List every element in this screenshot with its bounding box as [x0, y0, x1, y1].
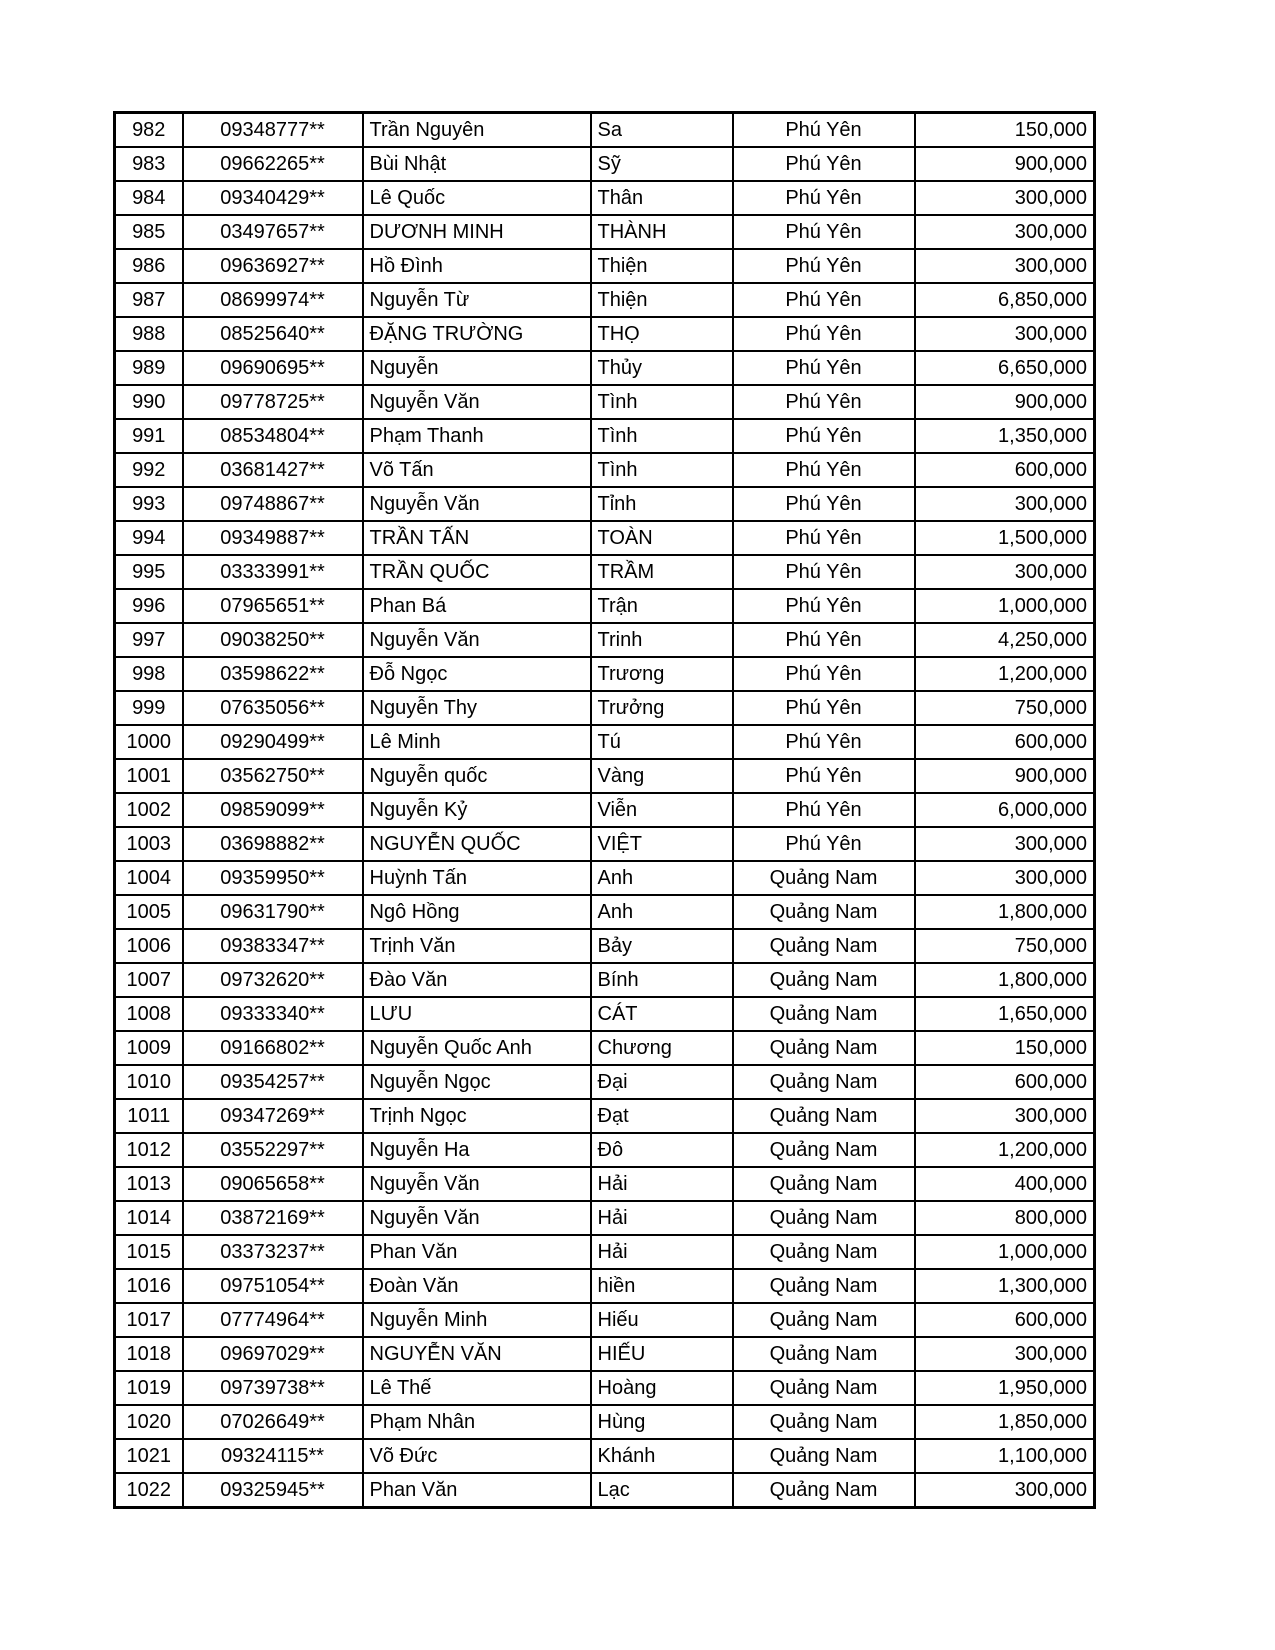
- given-name-cell: VIỆT: [591, 827, 733, 861]
- table-row: [115, 929, 1095, 963]
- table-row: [115, 1371, 1095, 1405]
- phone-number-cell: 09690695**: [183, 351, 363, 385]
- family-name-cell: Lê Minh: [363, 725, 591, 759]
- row-number-cell: 1005: [115, 895, 183, 929]
- row-number-cell: 994: [115, 521, 183, 555]
- province-cell: Phú Yên: [733, 113, 915, 148]
- phone-number-cell: 09325945**: [183, 1473, 363, 1508]
- row-number-cell: 1017: [115, 1303, 183, 1337]
- amount-cell: 6,000,000: [915, 793, 1095, 827]
- given-name-cell: Tình: [591, 453, 733, 487]
- phone-number-cell: 09354257**: [183, 1065, 363, 1099]
- province-cell: Phú Yên: [733, 521, 915, 555]
- given-name-cell: Tình: [591, 419, 733, 453]
- given-name-cell: Tỉnh: [591, 487, 733, 521]
- row-number-cell: 1001: [115, 759, 183, 793]
- given-name-cell: Trưởng: [591, 691, 733, 725]
- family-name-cell: Lê Thế: [363, 1371, 591, 1405]
- table-row: [115, 827, 1095, 861]
- row-number-cell: 1008: [115, 997, 183, 1031]
- phone-number-cell: 03872169**: [183, 1201, 363, 1235]
- row-number-cell: 995: [115, 555, 183, 589]
- province-cell: Phú Yên: [733, 793, 915, 827]
- row-number-cell: 983: [115, 147, 183, 181]
- row-number-cell: 1022: [115, 1473, 183, 1508]
- province-cell: Quảng Nam: [733, 861, 915, 895]
- family-name-cell: Hồ Đình: [363, 249, 591, 283]
- phone-number-cell: 09859099**: [183, 793, 363, 827]
- province-cell: Phú Yên: [733, 351, 915, 385]
- province-cell: Quảng Nam: [733, 1303, 915, 1337]
- row-number-cell: 1006: [115, 929, 183, 963]
- family-name-cell: Nguyễn Quốc Anh: [363, 1031, 591, 1065]
- table-row: [115, 895, 1095, 929]
- family-name-cell: Lê Quốc: [363, 181, 591, 215]
- row-number-cell: 984: [115, 181, 183, 215]
- phone-number-cell: 03333991**: [183, 555, 363, 589]
- amount-cell: 6,850,000: [915, 283, 1095, 317]
- amount-cell: 1,850,000: [915, 1405, 1095, 1439]
- given-name-cell: Hải: [591, 1201, 733, 1235]
- family-name-cell: NGUYỄN QUỐC: [363, 827, 591, 861]
- table-row: [115, 1167, 1095, 1201]
- province-cell: Phú Yên: [733, 589, 915, 623]
- phone-number-cell: 09347269**: [183, 1099, 363, 1133]
- row-number-cell: 1000: [115, 725, 183, 759]
- family-name-cell: Phan Văn: [363, 1235, 591, 1269]
- province-cell: Phú Yên: [733, 283, 915, 317]
- amount-cell: 1,800,000: [915, 895, 1095, 929]
- province-cell: Phú Yên: [733, 623, 915, 657]
- given-name-cell: Khánh: [591, 1439, 733, 1473]
- table-row: [115, 249, 1095, 283]
- family-name-cell: Nguyễn Minh: [363, 1303, 591, 1337]
- phone-number-cell: 08525640**: [183, 317, 363, 351]
- phone-number-cell: 09359950**: [183, 861, 363, 895]
- donation-table: [113, 111, 1096, 1509]
- province-cell: Quảng Nam: [733, 1473, 915, 1508]
- province-cell: Quảng Nam: [733, 1167, 915, 1201]
- family-name-cell: Nguyễn Từ: [363, 283, 591, 317]
- table-row: [115, 453, 1095, 487]
- amount-cell: 1,000,000: [915, 1235, 1095, 1269]
- table-row: [115, 419, 1095, 453]
- family-name-cell: Nguyễn Văn: [363, 1201, 591, 1235]
- row-number-cell: 1018: [115, 1337, 183, 1371]
- row-number-cell: 992: [115, 453, 183, 487]
- amount-cell: 900,000: [915, 759, 1095, 793]
- family-name-cell: Phạm Thanh: [363, 419, 591, 453]
- row-number-cell: 1013: [115, 1167, 183, 1201]
- given-name-cell: Hải: [591, 1167, 733, 1201]
- table-row: [115, 1235, 1095, 1269]
- province-cell: Quảng Nam: [733, 1133, 915, 1167]
- phone-number-cell: 08534804**: [183, 419, 363, 453]
- province-cell: Quảng Nam: [733, 929, 915, 963]
- table-row: [115, 1133, 1095, 1167]
- row-number-cell: 990: [115, 385, 183, 419]
- table-row: [115, 215, 1095, 249]
- family-name-cell: Huỳnh Tấn: [363, 861, 591, 895]
- family-name-cell: Nguyễn Ha: [363, 1133, 591, 1167]
- given-name-cell: Viễn: [591, 793, 733, 827]
- row-number-cell: 986: [115, 249, 183, 283]
- table-row: [115, 861, 1095, 895]
- table-row: [115, 691, 1095, 725]
- province-cell: Phú Yên: [733, 419, 915, 453]
- province-cell: Quảng Nam: [733, 895, 915, 929]
- family-name-cell: Trịnh Ngọc: [363, 1099, 591, 1133]
- given-name-cell: Sỹ: [591, 147, 733, 181]
- phone-number-cell: 09697029**: [183, 1337, 363, 1371]
- family-name-cell: TRẦN TẤN: [363, 521, 591, 555]
- phone-number-cell: 07635056**: [183, 691, 363, 725]
- table-row: [115, 793, 1095, 827]
- family-name-cell: Nguyễn Ngọc: [363, 1065, 591, 1099]
- family-name-cell: Phạm Nhân: [363, 1405, 591, 1439]
- family-name-cell: Đoàn Văn: [363, 1269, 591, 1303]
- row-number-cell: 1021: [115, 1439, 183, 1473]
- amount-cell: 300,000: [915, 249, 1095, 283]
- amount-cell: 6,650,000: [915, 351, 1095, 385]
- amount-cell: 600,000: [915, 725, 1095, 759]
- table-row: [115, 1031, 1095, 1065]
- family-name-cell: Võ Tấn: [363, 453, 591, 487]
- amount-cell: 1,350,000: [915, 419, 1095, 453]
- amount-cell: 1,000,000: [915, 589, 1095, 623]
- phone-number-cell: 09340429**: [183, 181, 363, 215]
- amount-cell: 300,000: [915, 861, 1095, 895]
- row-number-cell: 987: [115, 283, 183, 317]
- province-cell: Quảng Nam: [733, 963, 915, 997]
- given-name-cell: Thân: [591, 181, 733, 215]
- phone-number-cell: 09739738**: [183, 1371, 363, 1405]
- row-number-cell: 1010: [115, 1065, 183, 1099]
- family-name-cell: DƯƠNH MINH: [363, 215, 591, 249]
- row-number-cell: 1002: [115, 793, 183, 827]
- table-row: [115, 725, 1095, 759]
- family-name-cell: Nguyễn Văn: [363, 487, 591, 521]
- phone-number-cell: 09631790**: [183, 895, 363, 929]
- given-name-cell: Hải: [591, 1235, 733, 1269]
- phone-number-cell: 09751054**: [183, 1269, 363, 1303]
- phone-number-cell: 07965651**: [183, 589, 363, 623]
- table-row: [115, 1269, 1095, 1303]
- province-cell: Phú Yên: [733, 827, 915, 861]
- amount-cell: 1,500,000: [915, 521, 1095, 555]
- given-name-cell: Thiện: [591, 283, 733, 317]
- amount-cell: 800,000: [915, 1201, 1095, 1235]
- family-name-cell: Trần Nguyên: [363, 113, 591, 148]
- table-row: [115, 657, 1095, 691]
- amount-cell: 900,000: [915, 385, 1095, 419]
- phone-number-cell: 09290499**: [183, 725, 363, 759]
- amount-cell: 300,000: [915, 1337, 1095, 1371]
- province-cell: Quảng Nam: [733, 1371, 915, 1405]
- given-name-cell: Bính: [591, 963, 733, 997]
- phone-number-cell: 07774964**: [183, 1303, 363, 1337]
- row-number-cell: 998: [115, 657, 183, 691]
- given-name-cell: HIẾU: [591, 1337, 733, 1371]
- row-number-cell: 1011: [115, 1099, 183, 1133]
- row-number-cell: 989: [115, 351, 183, 385]
- phone-number-cell: 07026649**: [183, 1405, 363, 1439]
- given-name-cell: Hoàng: [591, 1371, 733, 1405]
- amount-cell: 1,100,000: [915, 1439, 1095, 1473]
- province-cell: Phú Yên: [733, 385, 915, 419]
- row-number-cell: 1014: [115, 1201, 183, 1235]
- amount-cell: 1,200,000: [915, 1133, 1095, 1167]
- phone-number-cell: 03562750**: [183, 759, 363, 793]
- table-row: [115, 1473, 1095, 1508]
- phone-number-cell: 09778725**: [183, 385, 363, 419]
- table-row: [115, 283, 1095, 317]
- amount-cell: 300,000: [915, 827, 1095, 861]
- family-name-cell: Nguyễn quốc: [363, 759, 591, 793]
- table-row: [115, 317, 1095, 351]
- province-cell: Quảng Nam: [733, 1201, 915, 1235]
- family-name-cell: Trịnh Văn: [363, 929, 591, 963]
- family-name-cell: Võ Đức: [363, 1439, 591, 1473]
- phone-number-cell: 03552297**: [183, 1133, 363, 1167]
- province-cell: Quảng Nam: [733, 1337, 915, 1371]
- given-name-cell: Trương: [591, 657, 733, 691]
- given-name-cell: THÀNH: [591, 215, 733, 249]
- phone-number-cell: 09166802**: [183, 1031, 363, 1065]
- given-name-cell: Vàng: [591, 759, 733, 793]
- province-cell: Quảng Nam: [733, 1439, 915, 1473]
- phone-number-cell: 09324115**: [183, 1439, 363, 1473]
- phone-number-cell: 09732620**: [183, 963, 363, 997]
- row-number-cell: 991: [115, 419, 183, 453]
- province-cell: Phú Yên: [733, 657, 915, 691]
- given-name-cell: Tình: [591, 385, 733, 419]
- phone-number-cell: 09333340**: [183, 997, 363, 1031]
- amount-cell: 1,300,000: [915, 1269, 1095, 1303]
- amount-cell: 300,000: [915, 555, 1095, 589]
- province-cell: Phú Yên: [733, 453, 915, 487]
- table-row: [115, 521, 1095, 555]
- table-row: [115, 487, 1095, 521]
- table-row: [115, 1405, 1095, 1439]
- province-cell: Phú Yên: [733, 487, 915, 521]
- family-name-cell: Nguyễn Văn: [363, 623, 591, 657]
- family-name-cell: Nguyễn Thy: [363, 691, 591, 725]
- given-name-cell: Anh: [591, 895, 733, 929]
- given-name-cell: TRẦM: [591, 555, 733, 589]
- row-number-cell: 1012: [115, 1133, 183, 1167]
- given-name-cell: THỌ: [591, 317, 733, 351]
- province-cell: Phú Yên: [733, 691, 915, 725]
- amount-cell: 600,000: [915, 1303, 1095, 1337]
- phone-number-cell: 09065658**: [183, 1167, 363, 1201]
- province-cell: Quảng Nam: [733, 1031, 915, 1065]
- family-name-cell: NGUYỄN VĂN: [363, 1337, 591, 1371]
- province-cell: Quảng Nam: [733, 1269, 915, 1303]
- province-cell: Phú Yên: [733, 147, 915, 181]
- province-cell: Phú Yên: [733, 181, 915, 215]
- amount-cell: 900,000: [915, 147, 1095, 181]
- table-body: [115, 113, 1095, 1508]
- given-name-cell: Đại: [591, 1065, 733, 1099]
- given-name-cell: Lạc: [591, 1473, 733, 1508]
- family-name-cell: ĐẶNG TRƯỜNG: [363, 317, 591, 351]
- phone-number-cell: 08699974**: [183, 283, 363, 317]
- province-cell: Phú Yên: [733, 215, 915, 249]
- phone-number-cell: 09348777**: [183, 113, 363, 148]
- row-number-cell: 997: [115, 623, 183, 657]
- table-row: [115, 1303, 1095, 1337]
- phone-number-cell: 03497657**: [183, 215, 363, 249]
- province-cell: Phú Yên: [733, 759, 915, 793]
- row-number-cell: 1004: [115, 861, 183, 895]
- amount-cell: 300,000: [915, 181, 1095, 215]
- table-row: [115, 385, 1095, 419]
- phone-number-cell: 09636927**: [183, 249, 363, 283]
- amount-cell: 1,650,000: [915, 997, 1095, 1031]
- phone-number-cell: 03698882**: [183, 827, 363, 861]
- row-number-cell: 988: [115, 317, 183, 351]
- amount-cell: 150,000: [915, 1031, 1095, 1065]
- given-name-cell: Trinh: [591, 623, 733, 657]
- family-name-cell: Nguyễn: [363, 351, 591, 385]
- table-row: [115, 181, 1095, 215]
- amount-cell: 300,000: [915, 1473, 1095, 1508]
- row-number-cell: 1020: [115, 1405, 183, 1439]
- phone-number-cell: 03681427**: [183, 453, 363, 487]
- row-number-cell: 1003: [115, 827, 183, 861]
- row-number-cell: 1016: [115, 1269, 183, 1303]
- table-row: [115, 997, 1095, 1031]
- table-row: [115, 963, 1095, 997]
- amount-cell: 300,000: [915, 317, 1095, 351]
- given-name-cell: Hùng: [591, 1405, 733, 1439]
- table-row: [115, 759, 1095, 793]
- table-row: [115, 351, 1095, 385]
- family-name-cell: Bùi Nhật: [363, 147, 591, 181]
- family-name-cell: Nguyễn Văn: [363, 1167, 591, 1201]
- given-name-cell: Anh: [591, 861, 733, 895]
- table-row: [115, 1065, 1095, 1099]
- row-number-cell: 1019: [115, 1371, 183, 1405]
- province-cell: Quảng Nam: [733, 1065, 915, 1099]
- family-name-cell: Đào Văn: [363, 963, 591, 997]
- table-row: [115, 623, 1095, 657]
- row-number-cell: 999: [115, 691, 183, 725]
- given-name-cell: Trận: [591, 589, 733, 623]
- given-name-cell: Hiếu: [591, 1303, 733, 1337]
- row-number-cell: 982: [115, 113, 183, 148]
- family-name-cell: Phan Văn: [363, 1473, 591, 1508]
- row-number-cell: 993: [115, 487, 183, 521]
- province-cell: Phú Yên: [733, 249, 915, 283]
- phone-number-cell: 03373237**: [183, 1235, 363, 1269]
- given-name-cell: Thiện: [591, 249, 733, 283]
- given-name-cell: hiền: [591, 1269, 733, 1303]
- province-cell: Quảng Nam: [733, 1099, 915, 1133]
- row-number-cell: 996: [115, 589, 183, 623]
- amount-cell: 750,000: [915, 691, 1095, 725]
- amount-cell: 1,200,000: [915, 657, 1095, 691]
- row-number-cell: 985: [115, 215, 183, 249]
- phone-number-cell: 09038250**: [183, 623, 363, 657]
- table-row: [115, 1201, 1095, 1235]
- province-cell: Quảng Nam: [733, 997, 915, 1031]
- family-name-cell: TRẦN QUỐC: [363, 555, 591, 589]
- table-row: [115, 147, 1095, 181]
- table-row: [115, 113, 1095, 148]
- amount-cell: 600,000: [915, 453, 1095, 487]
- family-name-cell: Nguyễn Văn: [363, 385, 591, 419]
- family-name-cell: LƯU: [363, 997, 591, 1031]
- phone-number-cell: 09662265**: [183, 147, 363, 181]
- row-number-cell: 1009: [115, 1031, 183, 1065]
- amount-cell: 1,950,000: [915, 1371, 1095, 1405]
- phone-number-cell: 09383347**: [183, 929, 363, 963]
- family-name-cell: Đỗ Ngọc: [363, 657, 591, 691]
- table-row: [115, 1099, 1095, 1133]
- province-cell: Phú Yên: [733, 725, 915, 759]
- family-name-cell: Nguyễn Kỷ: [363, 793, 591, 827]
- row-number-cell: 1015: [115, 1235, 183, 1269]
- given-name-cell: CÁT: [591, 997, 733, 1031]
- amount-cell: 300,000: [915, 487, 1095, 521]
- province-cell: Quảng Nam: [733, 1405, 915, 1439]
- given-name-cell: Tú: [591, 725, 733, 759]
- family-name-cell: Ngô Hồng: [363, 895, 591, 929]
- given-name-cell: Sa: [591, 113, 733, 148]
- phone-number-cell: 09748867**: [183, 487, 363, 521]
- amount-cell: 4,250,000: [915, 623, 1095, 657]
- amount-cell: 750,000: [915, 929, 1095, 963]
- given-name-cell: TOÀN: [591, 521, 733, 555]
- given-name-cell: Đô: [591, 1133, 733, 1167]
- phone-number-cell: 09349887**: [183, 521, 363, 555]
- phone-number-cell: 03598622**: [183, 657, 363, 691]
- province-cell: Quảng Nam: [733, 1235, 915, 1269]
- table-row: [115, 1337, 1095, 1371]
- amount-cell: 300,000: [915, 1099, 1095, 1133]
- province-cell: Phú Yên: [733, 555, 915, 589]
- amount-cell: 1,800,000: [915, 963, 1095, 997]
- given-name-cell: Đạt: [591, 1099, 733, 1133]
- row-number-cell: 1007: [115, 963, 183, 997]
- amount-cell: 300,000: [915, 215, 1095, 249]
- amount-cell: 400,000: [915, 1167, 1095, 1201]
- province-cell: Phú Yên: [733, 317, 915, 351]
- given-name-cell: Thủy: [591, 351, 733, 385]
- table-row: [115, 589, 1095, 623]
- table-row: [115, 1439, 1095, 1473]
- given-name-cell: Chương: [591, 1031, 733, 1065]
- amount-cell: 150,000: [915, 113, 1095, 148]
- table-row: [115, 555, 1095, 589]
- amount-cell: 600,000: [915, 1065, 1095, 1099]
- family-name-cell: Phan Bá: [363, 589, 591, 623]
- given-name-cell: Bảy: [591, 929, 733, 963]
